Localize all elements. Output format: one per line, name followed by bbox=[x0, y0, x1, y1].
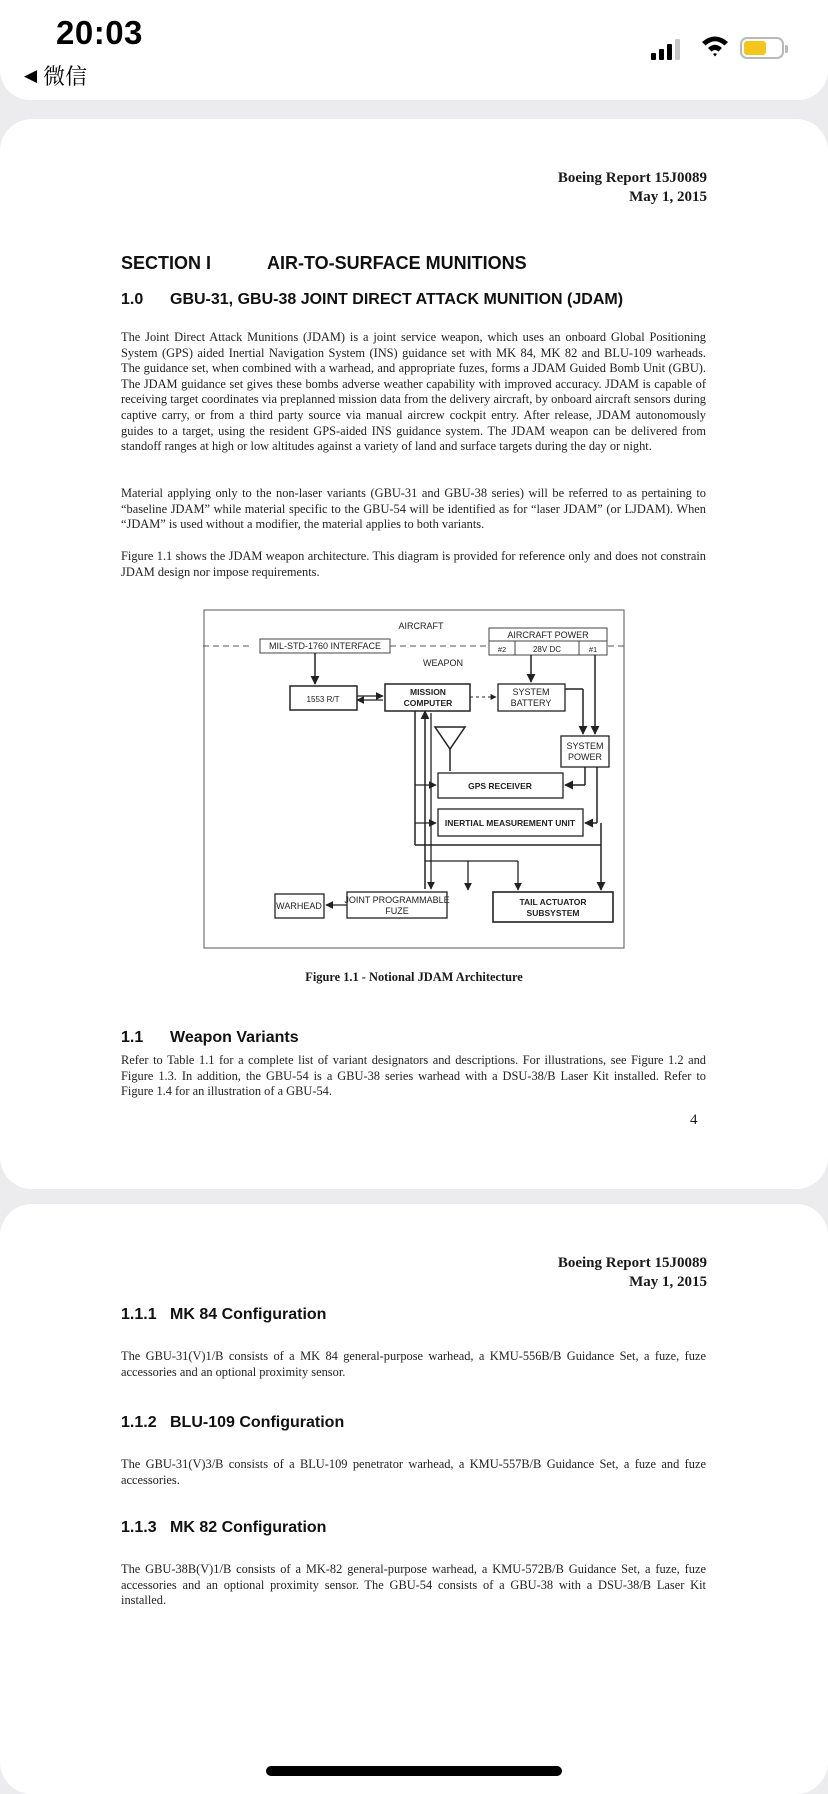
diagram-battery-1: SYSTEM bbox=[512, 687, 550, 697]
heading-title: Weapon Variants bbox=[170, 1029, 299, 1046]
heading-number: 1.1.1 bbox=[121, 1306, 157, 1323]
cellular-signal-icon bbox=[651, 38, 680, 60]
diagram-power-2: #2 bbox=[497, 645, 507, 654]
battery-icon bbox=[740, 37, 784, 59]
section-number: SECTION I bbox=[121, 253, 212, 273]
paragraph: The GBU-31(V)3/B consists of a BLU-109 penetrator warhead, a KMU-557B/B Guidance Set, a fuze and fuze accessories. bbox=[121, 1457, 706, 1487]
back-label: 微信 bbox=[43, 65, 88, 90]
figure-caption: Figure 1.1 - Notional JDAM Architecture bbox=[305, 970, 523, 984]
document-page-2 bbox=[0, 1204, 828, 1794]
heading-title: GBU-31, GBU-38 JOINT DIRECT ATTACK MUNITION (JDAM) bbox=[170, 291, 624, 308]
back-arrow-icon: ◀ bbox=[24, 65, 38, 86]
status-time: 20:03 bbox=[56, 14, 143, 51]
report-id: Boeing Report 15J0089 bbox=[557, 1255, 707, 1271]
wifi-icon bbox=[700, 34, 730, 58]
heading-title: MK 84 Configuration bbox=[170, 1306, 327, 1323]
heading-title: MK 82 Configuration bbox=[170, 1519, 327, 1536]
status-bar bbox=[0, 0, 828, 100]
report-date: May 1, 2015 bbox=[629, 1274, 707, 1290]
report-header bbox=[558, 1254, 707, 1292]
diagram-power-28v: 28V DC bbox=[532, 645, 562, 654]
heading-title: BLU-109 Configuration bbox=[170, 1414, 345, 1431]
report-header bbox=[558, 169, 707, 207]
back-to-wechat-button[interactable] bbox=[24, 60, 87, 91]
diagram-system-power-2: POWER bbox=[567, 752, 603, 762]
home-indicator[interactable] bbox=[266, 1766, 562, 1776]
heading-number: 1.0 bbox=[121, 291, 144, 308]
heading-number: 1.1.2 bbox=[121, 1414, 157, 1431]
diagram-battery-2: BATTERY bbox=[510, 698, 552, 708]
heading-number: 1.1.3 bbox=[121, 1519, 157, 1536]
paragraph: Figure 1.1 shows the JDAM weapon architecture. This diagram is provided for reference only and does not constrain JDAM design nor impose requirements. bbox=[121, 549, 706, 579]
diagram-power-1: #1 bbox=[588, 645, 598, 654]
section-title: AIR-TO-SURFACE MUNITIONS bbox=[267, 253, 527, 273]
paragraph: The GBU-38B(V)1/B consists of a MK-82 general-purpose warhead, a KMU-572B/B Guidance Set, a fuze, fuze accessories and an optional proximity sensor. The GBU-54 consists of a GBU-38 with a DSU-38/B Laser Kit installed. bbox=[121, 1562, 706, 1608]
paragraph: The GBU-31(V)1/B consists of a MK 84 general-purpose warhead, a KMU-556B/B Guidance Set, a fuze, fuze accessories and an optional proximity sensor. bbox=[121, 1349, 706, 1379]
diagram-aircraft-label: AIRCRAFT bbox=[398, 621, 444, 631]
paragraph: Refer to Table 1.1 for a complete list of variant designators and descriptions. For illustrations, see Figure 1.2 and Figure 1.3. In addition, the GBU-54 is a GBU-38 series warhead with a DSU-38/B Laser Kit installed. Refer to Figure 1.4 for an illustration of a GBU-54. bbox=[121, 1053, 706, 1099]
diagram-fuze-2: FUZE bbox=[385, 906, 409, 916]
diagram-fuze-1: JOINT PROGRAMMABLE bbox=[344, 895, 450, 905]
document-page-1 bbox=[0, 119, 828, 1189]
jdam-architecture-diagram bbox=[203, 609, 625, 949]
diagram-warhead: WARHEAD bbox=[276, 901, 322, 911]
diagram-tail-1: TAIL ACTUATOR bbox=[519, 897, 587, 907]
page-number: 4 bbox=[690, 1112, 698, 1128]
diagram-rt-box: 1553 R/T bbox=[306, 695, 340, 704]
diagram-mission-computer-2: COMPUTER bbox=[403, 698, 453, 708]
heading-number: 1.1 bbox=[121, 1029, 144, 1046]
diagram-system-power-1: SYSTEM bbox=[566, 741, 604, 751]
diagram-weapon-label: WEAPON bbox=[422, 658, 464, 668]
report-date: May 1, 2015 bbox=[629, 189, 707, 205]
diagram-interface-box: MIL-STD-1760 INTERFACE bbox=[268, 641, 382, 651]
diagram-gps-receiver: GPS RECEIVER bbox=[468, 781, 532, 791]
diagram-tail-2: SUBSYSTEM bbox=[526, 908, 580, 918]
paragraph: The Joint Direct Attack Munitions (JDAM) is a joint service weapon, which uses an onboard Global Positioning System (GPS) aided Inertial Navigation System (INS) guidance set with MK 84, MK 82 and BLU-109 warheads. The guidance set, when combined with a warhead, and appropriate fuzes, forms a JDAM Guided Bomb Unit (GBU). The JDAM guidance set gives these bombs adverse weather capability with improved accuracy. JDAM is capable of receiving target coordinates via preplanned mission data from the delivery aircraft, by onboard aircraft sensors during captive carry, or from a third party source via manual aircrew cockpit entry. After release, JDAM autonomously guides to a target, using the resident GPS-aided INS guidance system. The JDAM weapon can be delivered from standoff ranges at high or low altitudes against a variety of land and surface targets during the day or night. bbox=[121, 330, 706, 454]
diagram-aircraft-power: AIRCRAFT POWER bbox=[507, 630, 589, 640]
paragraph: Material applying only to the non-laser variants (GBU-31 and GBU-38 series) will be referred to as pertaining to “baseline JDAM” while material specific to the GBU-54 will be identified as for “laser JDAM” (or LJDAM). When “JDAM” is used without a modifier, the material applies to both variants. bbox=[121, 486, 706, 532]
report-id: Boeing Report 15J0089 bbox=[557, 170, 707, 186]
diagram-imu: INERTIAL MEASUREMENT UNIT bbox=[444, 818, 576, 828]
diagram-mission-computer-1: MISSION bbox=[410, 687, 446, 697]
